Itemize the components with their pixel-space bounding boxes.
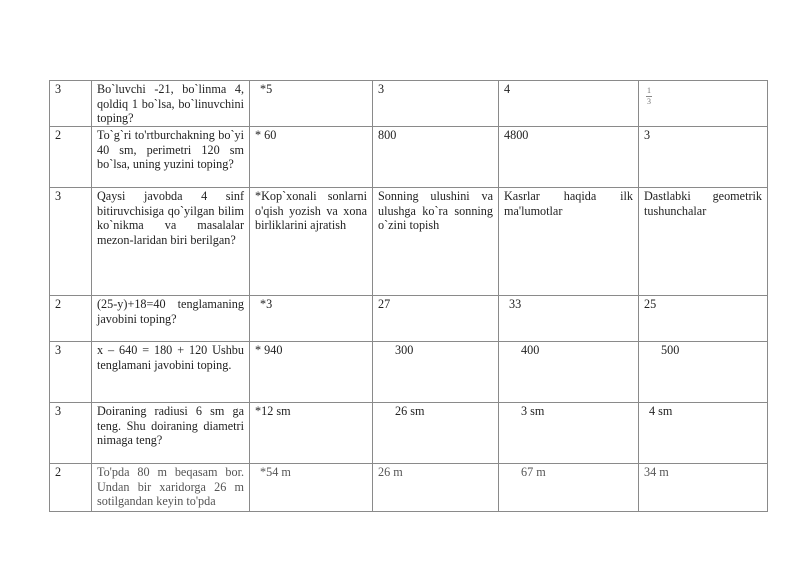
question-cell: Doiraning radiusi 6 sm ga teng. Shu doiraning diametri nimaga teng? (92, 403, 250, 464)
answer-a-cell: * 940 (250, 342, 373, 403)
fraction-numerator: 1 (647, 86, 651, 95)
answer-a-cell: *12 sm (250, 403, 373, 464)
answer-a-cell: *3 (250, 296, 373, 342)
table-row (50, 464, 768, 512)
points-cell: 2 (50, 127, 92, 188)
answer-c-cell: Kasrlar haqida ilk ma'lumotlar (499, 188, 639, 296)
answer-d-cell (639, 81, 768, 127)
answer-c-cell: 3 sm (499, 403, 639, 464)
points-cell: 3 (50, 188, 92, 296)
answer-a-cell: *Kop`xonali sonlarni o'qish yozish va xona birliklarini ajratish (250, 188, 373, 296)
answer-d-cell: 25 (639, 296, 768, 342)
question-cell: Qaysi javobda 4 sinf bitiruvchisiga qo`yilgan bilim ko`nikma va masalalar mezon-laridan biri berilgan? (92, 188, 250, 296)
answer-d-cell: 4 sm (639, 403, 768, 464)
question-cell: (25-y)+18=40 tenglamaning javobini toping? (92, 296, 250, 342)
answer-c-cell: 4 (499, 81, 639, 127)
question-cell: Bo`luvchi -21, bo`linma 4, qoldiq 1 bo`lsa, bo`linuvchini toping? (92, 81, 250, 127)
answer-b-cell: 3 (373, 81, 499, 127)
answer-d-cell: 3 (639, 127, 768, 188)
table-row (50, 342, 768, 403)
answer-d-cell: 500 (639, 342, 768, 403)
fraction (646, 87, 652, 106)
answer-d-cell: 34 m (639, 464, 768, 512)
answer-c-cell: 33 (499, 296, 639, 342)
points-cell: 2 (50, 464, 92, 512)
points-cell: 3 (50, 403, 92, 464)
question-cell: To'pda 80 m beqasam bor. Undan bir xaridorga 26 m sotilgandan keyin to'pda (92, 464, 250, 512)
answer-b-cell: 26 sm (373, 403, 499, 464)
answer-c-cell: 4800 (499, 127, 639, 188)
question-cell: x – 640 = 180 + 120 Ushbu tenglamani javobini toping. (92, 342, 250, 403)
answer-b-cell: 800 (373, 127, 499, 188)
table-row (50, 127, 768, 188)
answer-b-cell: 300 (373, 342, 499, 403)
answer-a-cell: *5 (250, 81, 373, 127)
table-row (50, 296, 768, 342)
question-cell: To`g`ri to'rtburchakning bo`yi 40 sm, perimetri 120 sm bo`lsa, uning yuzini toping? (92, 127, 250, 188)
table-row (50, 403, 768, 464)
quiz-table (49, 80, 768, 512)
answer-b-cell: 27 (373, 296, 499, 342)
answer-b-cell: 26 m (373, 464, 499, 512)
answer-d-cell: Dastlabki geometrik tushunchalar (639, 188, 768, 296)
answer-a-cell: *54 m (250, 464, 373, 512)
answer-c-cell: 400 (499, 342, 639, 403)
points-cell: 2 (50, 296, 92, 342)
points-cell: 3 (50, 342, 92, 403)
answer-c-cell: 67 m (499, 464, 639, 512)
table-row (50, 81, 768, 127)
fraction-denominator: 3 (647, 97, 651, 106)
answer-a-cell: * 60 (250, 127, 373, 188)
points-cell: 3 (50, 81, 92, 127)
answer-b-cell: Sonning ulushini va ulushga ko`ra sonning o`zini topish (373, 188, 499, 296)
table-row (50, 188, 768, 296)
